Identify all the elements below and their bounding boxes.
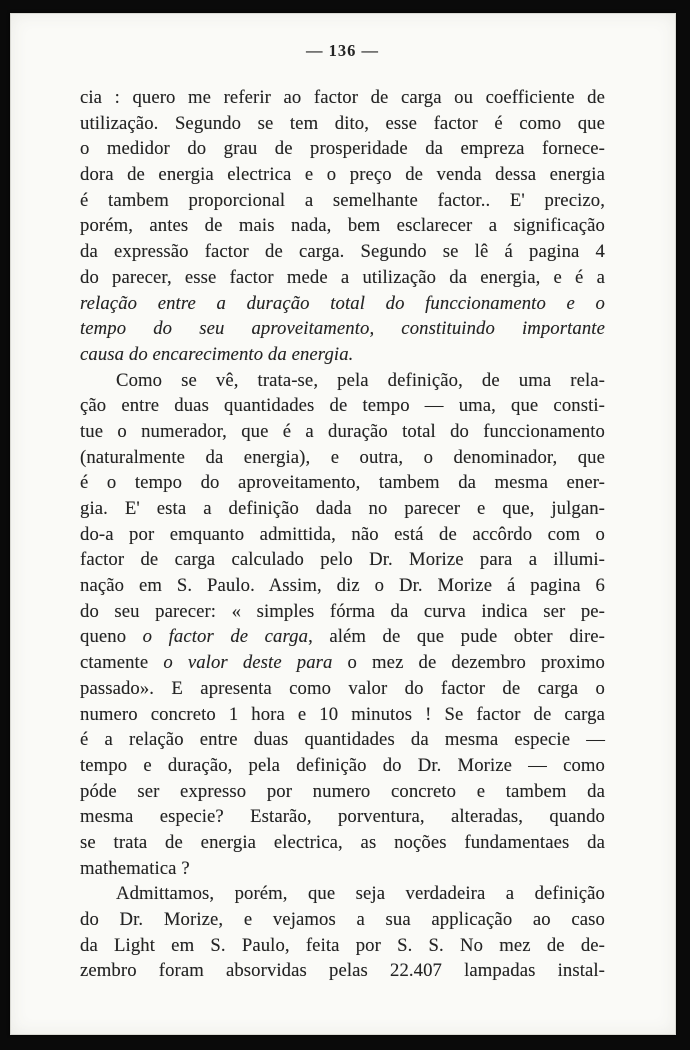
text-segment: póde ser expresso por numero concreto e tambem da [80,780,605,802]
text-line [80,907,605,933]
text-segment: passado». E apresenta como valor do factor de carga o [80,677,605,699]
italic-text: causa do encarecimento da energia. [80,343,354,365]
text-segment: do parecer, esse factor mede a utilização da energia, e é a [80,266,605,288]
italic-text: relação entre a duração total do funccionamento e o [80,292,605,314]
text-segment: (naturalmente da energia), e outra, o denominador, que [80,446,605,468]
text-line [80,958,605,984]
italic-text: o factor de carga [142,626,309,648]
text-line [80,573,605,599]
text-segment: é o tempo do aproveitamento, tambem da mesma ener- [80,472,605,494]
text-line [80,547,605,573]
text-segment: ctamente [80,652,164,674]
text-segment: se trata de energia electrica, as noções fundamentaes da [80,831,605,853]
text-line [80,445,605,471]
text-segment: cia : quero me referir ao factor de carga ou coefficiente de [80,87,605,108]
text-line [80,188,605,214]
text-line [80,136,605,162]
text-line [80,624,605,650]
text-segment: nação em S. Paulo. Assim, diz o Dr. Morize á pagina 6 [80,575,605,597]
text-line [80,265,605,291]
text-segment: zembro foram absorvidas pelas 22.407 lampadas instal- [80,960,605,982]
text-line [80,676,605,702]
text-line [80,162,605,188]
page-number: — 136 — [306,41,379,60]
text-block [80,85,605,984]
text-line [80,599,605,625]
text-line [80,368,605,394]
text-segment: da expressão factor de carga. Segundo se lê á pagina 4 [80,241,605,263]
text-line [80,804,605,830]
text-line [80,856,605,882]
text-segment: queno [80,626,143,648]
text-line [80,933,605,959]
text-segment: Como se vê, trata-se, pela definição, de uma rela- [116,369,605,391]
text-line [80,213,605,239]
text-line [80,111,605,137]
text-line [80,779,605,805]
text-line [80,496,605,522]
text-segment: tempo e duração, pela definição do Dr. Morize — como [80,754,605,776]
text-segment: é tambem proporcional a semelhante factor.. E' precizo, [80,189,605,211]
text-line [80,702,605,728]
text-segment: do seu parecer: « simples fórma da curva indica ser pe- [80,600,605,622]
text-line [80,470,605,496]
text-line [80,419,605,445]
text-line [80,342,605,368]
text-line [80,727,605,753]
italic-text: o valor deste para [163,652,333,674]
text-segment: Admittamos, porém, que seja verdadeira a definição [116,883,605,905]
text-line [80,316,605,342]
text-segment: mathematica ? [80,857,190,879]
text-line [80,753,605,779]
paragraph [80,368,605,882]
text-segment: o mez de dezembro proximo [332,652,605,674]
text-line [80,85,605,111]
text-segment: o medidor do grau de prosperidade da empreza fornece- [80,138,605,160]
text-line [80,650,605,676]
text-segment: factor de carga calculado pelo Dr. Morize para a illumi- [80,549,605,571]
page [10,13,676,1035]
text-segment: mesma especie? Estarão, porventura, alteradas, quando [80,806,605,828]
text-line [80,522,605,548]
text-segment: do Dr. Morize, e vejamos a sua applicação ao caso [80,909,605,930]
text-segment: é a relação entre duas quantidades da mesma especie — [80,729,605,751]
text-line [80,881,605,907]
text-line [80,393,605,419]
text-segment: dora de energia electrica e o preço de venda dessa energia [80,164,605,186]
text-segment: da Light em S. Paulo, feita por S. S. No mez de de- [80,934,605,956]
text-line [80,239,605,265]
text-line [80,830,605,856]
paragraph [80,85,605,368]
text-segment: utilização. Segundo se tem dito, esse factor é como que [80,112,605,134]
text-segment: numero concreto 1 hora e 10 minutos ! Se factor de carga [80,703,605,725]
text-segment: gia. E' esta a definição dada no parecer e que, julgan- [80,498,605,519]
paragraph [80,881,605,984]
text-segment: do-a por emquanto admittida, não está de accôrdo com o [80,523,605,545]
text-segment: , além de que pude obter dire- [308,626,605,648]
text-line [80,291,605,317]
italic-text: tempo do seu aproveitamento, constituindo importante [80,318,605,340]
text-segment: porém, antes de mais nada, bem esclarecer a significação [80,215,605,237]
text-segment: tue o numerador, que é a duração total do funccionamento [80,420,605,442]
text-segment: ção entre duas quantidades de tempo — uma, que consti- [80,395,605,417]
